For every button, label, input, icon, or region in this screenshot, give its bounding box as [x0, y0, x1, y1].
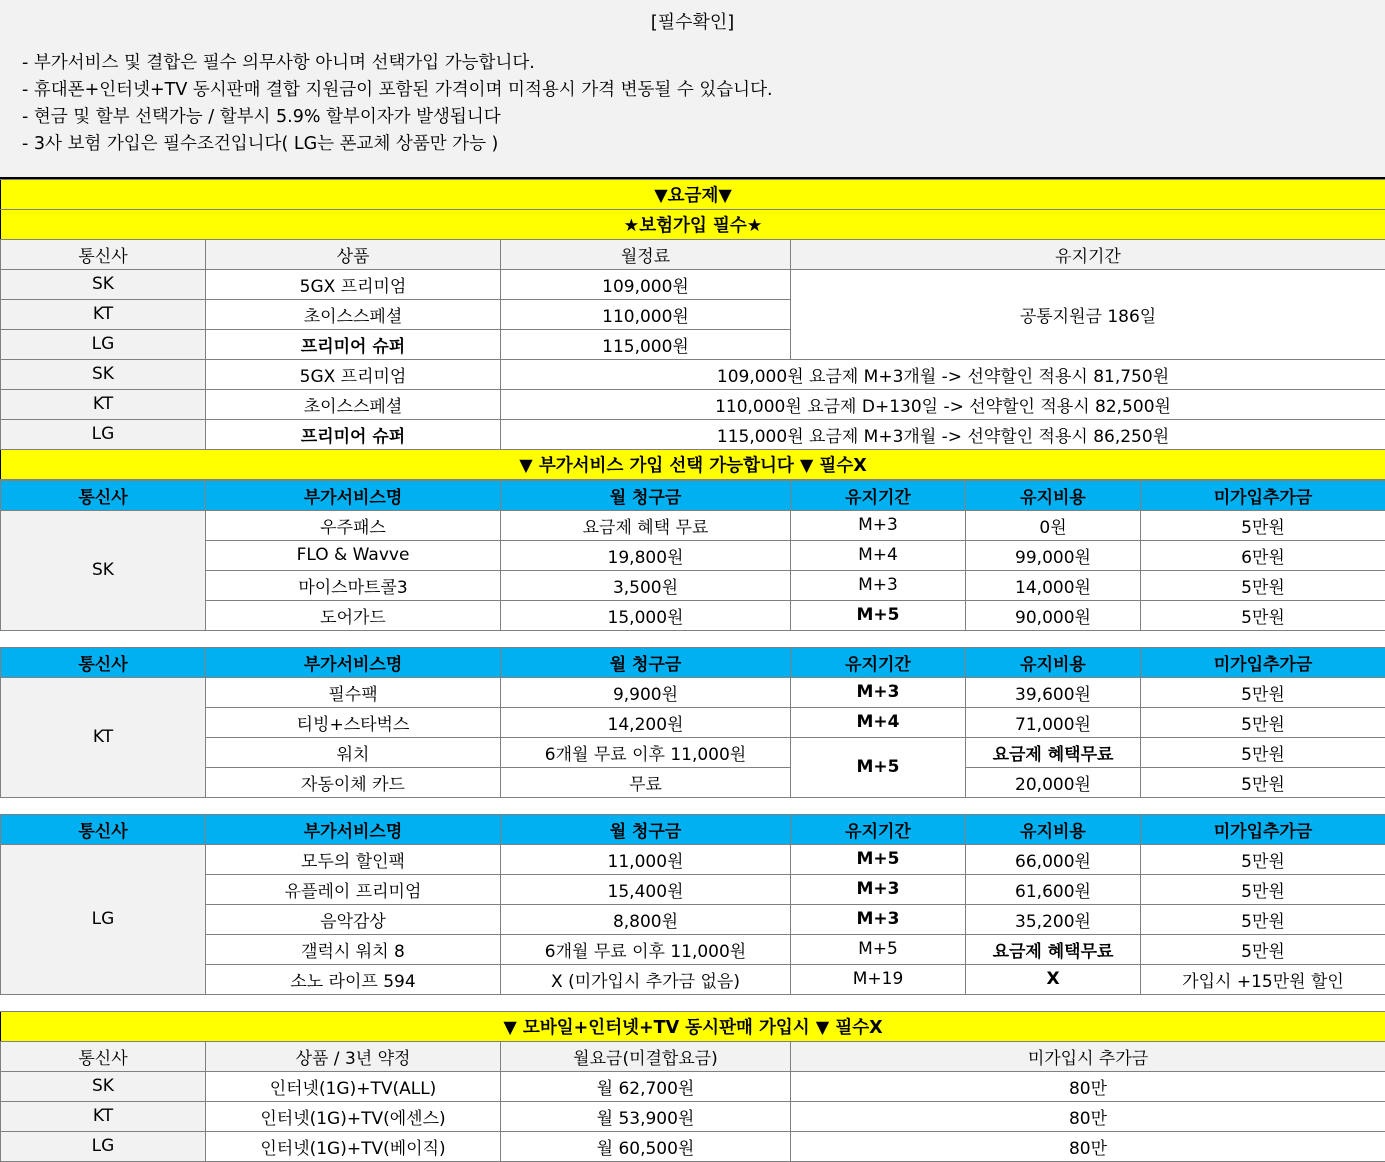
addon-cost: 39,600원: [966, 677, 1141, 707]
addon-monthly: 14,200원: [501, 707, 791, 737]
addon-penalty: 5만원: [1141, 844, 1385, 874]
addon-header-carrier: 통신사: [1, 814, 206, 844]
bundle-penalty: 80만: [791, 1131, 1385, 1161]
section-gap: [0, 631, 1385, 647]
addon-header-monthly: 월 청구금: [501, 480, 791, 510]
bundle-header-product: 상품 / 3년 약정: [206, 1041, 501, 1071]
addon-name: 필수팩: [206, 677, 501, 707]
addon-header-monthly: 월 청구금: [501, 814, 791, 844]
plan-product: 초이스스페셜: [206, 299, 501, 329]
table-row: [1, 934, 1385, 964]
addon-monthly: 무료: [501, 767, 791, 797]
bundle-monthly: 월 60,500원: [501, 1131, 791, 1161]
plan-carrier: KT: [1, 299, 206, 329]
bundle-product: 인터넷(1G)+TV(에센스): [206, 1101, 501, 1131]
notice-block: [0, 0, 1385, 179]
bundle-carrier: KT: [1, 1101, 206, 1131]
addon-penalty: 5만원: [1141, 737, 1385, 767]
table-row: [1, 767, 1385, 797]
addon-header-penalty: 미가입추가금: [1141, 480, 1385, 510]
addon-header-row-kt: [1, 647, 1385, 677]
table-row: [1, 510, 1385, 540]
bundle-monthly: 월 62,700원: [501, 1071, 791, 1101]
table-row: [1, 359, 1385, 389]
section-gap: [0, 995, 1385, 1011]
addon-header-period: 유지기간: [791, 647, 966, 677]
plan-banner-1: ▼요금제▼: [1, 179, 1385, 209]
addon-monthly: 19,800원: [501, 540, 791, 570]
addon-period: M+3: [791, 510, 966, 540]
bundle-banner-row: [1, 1011, 1385, 1041]
addon-monthly: 9,900원: [501, 677, 791, 707]
addon-cost: 90,000원: [966, 600, 1141, 630]
addon-cost: 14,000원: [966, 570, 1141, 600]
addon-banner-row: [1, 449, 1385, 479]
bundle-penalty: 80만: [791, 1101, 1385, 1131]
addon-penalty: 5만원: [1141, 874, 1385, 904]
bundle-header-row: [1, 1041, 1385, 1071]
addon-period: M+5: [791, 737, 966, 797]
plan-header-product: 상품: [206, 239, 501, 269]
addon-name: 워치: [206, 737, 501, 767]
section-gap: [0, 798, 1385, 814]
notice-line: - 3사 보험 가입은 필수조건입니다( LG는 폰교체 상품만 가능 ): [22, 131, 1385, 158]
addon-cost: 0원: [966, 510, 1141, 540]
addon-header-period: 유지기간: [791, 814, 966, 844]
addon-header-penalty: 미가입추가금: [1141, 814, 1385, 844]
addon-period: M+5: [791, 600, 966, 630]
bundle-monthly: 월 53,900원: [501, 1101, 791, 1131]
table-row: [1, 904, 1385, 934]
addon-monthly: 15,400원: [501, 874, 791, 904]
addon-penalty: 5만원: [1141, 677, 1385, 707]
addon-header-penalty: 미가입추가금: [1141, 647, 1385, 677]
addon-name: 자동이체 카드: [206, 767, 501, 797]
plan-fee: 109,000원: [501, 269, 791, 299]
bundle-carrier: SK: [1, 1071, 206, 1101]
bundle-table: [0, 1011, 1385, 1162]
table-row: [1, 269, 1385, 299]
plan-header-carrier: 통신사: [1, 239, 206, 269]
addon-cost: 20,000원: [966, 767, 1141, 797]
addon-cost: X: [966, 964, 1141, 994]
addon-name: 유플레이 프리미엄: [206, 874, 501, 904]
addon-carrier-kt: KT: [1, 677, 206, 797]
table-row: [1, 964, 1385, 994]
plan-carrier: SK: [1, 359, 206, 389]
addon-table-sk: [0, 480, 1385, 631]
addon-header-monthly: 월 청구금: [501, 647, 791, 677]
addon-monthly: 3,500원: [501, 570, 791, 600]
table-row: [1, 737, 1385, 767]
addon-name: 소노 라이프 594: [206, 964, 501, 994]
addon-cost: 61,600원: [966, 874, 1141, 904]
addon-header-period: 유지기간: [791, 480, 966, 510]
plan-fee: 115,000원: [501, 329, 791, 359]
plan-carrier: LG: [1, 419, 206, 449]
addon-penalty: 5만원: [1141, 570, 1385, 600]
addon-header-cost: 유지비용: [966, 647, 1141, 677]
bundle-header-carrier: 통신사: [1, 1041, 206, 1071]
addon-period: M+5: [791, 844, 966, 874]
notice-line: - 현금 및 할부 선택가능 / 할부시 5.9% 할부이자가 발생됩니다: [22, 104, 1385, 131]
plan-detail: 109,000원 요금제 M+3개월 -> 선약할인 적용시 81,750원: [501, 359, 1385, 389]
addon-monthly: 6개월 무료 이후 11,000원: [501, 934, 791, 964]
plan-carrier: SK: [1, 269, 206, 299]
addon-header-cost: 유지비용: [966, 814, 1141, 844]
plan-table: [0, 179, 1385, 480]
addon-name: 음악감상: [206, 904, 501, 934]
addon-header-name: 부가서비스명: [206, 647, 501, 677]
plan-banner-row-2: [1, 209, 1385, 239]
table-row: [1, 874, 1385, 904]
addon-period: M+3: [791, 677, 966, 707]
table-row: [1, 600, 1385, 630]
addon-penalty: 5만원: [1141, 767, 1385, 797]
plan-product: 5GX 프리미엄: [206, 269, 501, 299]
table-row: [1, 1131, 1385, 1161]
addon-cost: 99,000원: [966, 540, 1141, 570]
addon-name: 모두의 할인팩: [206, 844, 501, 874]
addon-banner: ▼ 부가서비스 가입 선택 가능합니다 ▼ 필수X: [1, 449, 1385, 479]
plan-detail: 115,000원 요금제 M+3개월 -> 선약할인 적용시 86,250원: [501, 419, 1385, 449]
table-row: [1, 707, 1385, 737]
addon-table-lg: [0, 814, 1385, 995]
addon-header-row-lg: [1, 814, 1385, 844]
addon-penalty: 5만원: [1141, 904, 1385, 934]
addon-cost: 35,200원: [966, 904, 1141, 934]
addon-period: M+4: [791, 540, 966, 570]
addon-header-name: 부가서비스명: [206, 814, 501, 844]
addon-cost: 요금제 혜택무료: [966, 737, 1141, 767]
notice-line: - 부가서비스 및 결합은 필수 의무사항 아니며 선택가입 가능합니다.: [22, 50, 1385, 77]
plan-banner-row: [1, 179, 1385, 209]
addon-period: M+5: [791, 934, 966, 964]
plan-carrier: KT: [1, 389, 206, 419]
plan-banner-2: ★보험가입 필수★: [1, 209, 1385, 239]
addon-name: 마이스마트콜3: [206, 570, 501, 600]
addon-penalty: 5만원: [1141, 934, 1385, 964]
addon-name: 티빙+스타벅스: [206, 707, 501, 737]
addon-carrier-sk: SK: [1, 510, 206, 630]
notice-line: - 휴대폰+인터넷+TV 동시판매 결합 지원금이 포함된 가격이며 미적용시 가격 변동될 수 있습니다.: [22, 77, 1385, 104]
table-row: [1, 1101, 1385, 1131]
addon-penalty: 6만원: [1141, 540, 1385, 570]
addon-monthly: 11,000원: [501, 844, 791, 874]
notice-title: [필수확인]: [0, 0, 1385, 44]
addon-carrier-lg: LG: [1, 844, 206, 994]
bundle-product: 인터넷(1G)+TV(베이직): [206, 1131, 501, 1161]
addon-cost: 요금제 혜택무료: [966, 934, 1141, 964]
plan-common-support-note: 공통지원금 186일: [791, 269, 1385, 359]
table-row: [1, 419, 1385, 449]
addon-name: 우주패스: [206, 510, 501, 540]
plan-product: 프리미어 슈퍼: [206, 329, 501, 359]
table-row: [1, 389, 1385, 419]
addon-cost: 71,000원: [966, 707, 1141, 737]
addon-monthly: X (미가입시 추가금 없음): [501, 964, 791, 994]
addon-penalty: 가입시 +15만원 할인: [1141, 964, 1385, 994]
addon-name: 도어가드: [206, 600, 501, 630]
plan-product: 프리미어 슈퍼: [206, 419, 501, 449]
addon-period: M+3: [791, 874, 966, 904]
addon-header-name: 부가서비스명: [206, 480, 501, 510]
addon-monthly: 6개월 무료 이후 11,000원: [501, 737, 791, 767]
addon-header-row-sk: [1, 480, 1385, 510]
addon-header-carrier: 통신사: [1, 480, 206, 510]
table-row: [1, 844, 1385, 874]
addon-header-carrier: 통신사: [1, 647, 206, 677]
bundle-penalty: 80만: [791, 1071, 1385, 1101]
addon-header-cost: 유지비용: [966, 480, 1141, 510]
addon-period: M+4: [791, 707, 966, 737]
plan-header-fee: 월정료: [501, 239, 791, 269]
plan-header-row: [1, 239, 1385, 269]
plan-fee: 110,000원: [501, 299, 791, 329]
addon-period: M+19: [791, 964, 966, 994]
plan-carrier: LG: [1, 329, 206, 359]
bundle-header-monthly: 월요금(미결합요금): [501, 1041, 791, 1071]
bundle-banner: ▼ 모바일+인터넷+TV 동시판매 가입시 ▼ 필수X: [1, 1011, 1385, 1041]
bundle-carrier: LG: [1, 1131, 206, 1161]
table-row: [1, 1071, 1385, 1101]
bundle-header-penalty: 미가입시 추가금: [791, 1041, 1385, 1071]
addon-table-kt: [0, 647, 1385, 798]
plan-header-period: 유지기간: [791, 239, 1385, 269]
table-row: [1, 677, 1385, 707]
notice-lines: [0, 44, 1385, 177]
addon-monthly: 15,000원: [501, 600, 791, 630]
addon-period: M+3: [791, 570, 966, 600]
table-row: [1, 540, 1385, 570]
addon-penalty: 5만원: [1141, 600, 1385, 630]
plan-product: 초이스스페셜: [206, 389, 501, 419]
addon-period: M+3: [791, 904, 966, 934]
addon-monthly: 8,800원: [501, 904, 791, 934]
table-row: [1, 570, 1385, 600]
addon-penalty: 5만원: [1141, 707, 1385, 737]
addon-name: 갤럭시 워치 8: [206, 934, 501, 964]
addon-name: FLO & Wavve: [206, 540, 501, 570]
addon-penalty: 5만원: [1141, 510, 1385, 540]
addon-cost: 66,000원: [966, 844, 1141, 874]
addon-monthly: 요금제 혜택 무료: [501, 510, 791, 540]
bundle-product: 인터넷(1G)+TV(ALL): [206, 1071, 501, 1101]
plan-detail: 110,000원 요금제 D+130일 -> 선약할인 적용시 82,500원: [501, 389, 1385, 419]
plan-product: 5GX 프리미엄: [206, 359, 501, 389]
